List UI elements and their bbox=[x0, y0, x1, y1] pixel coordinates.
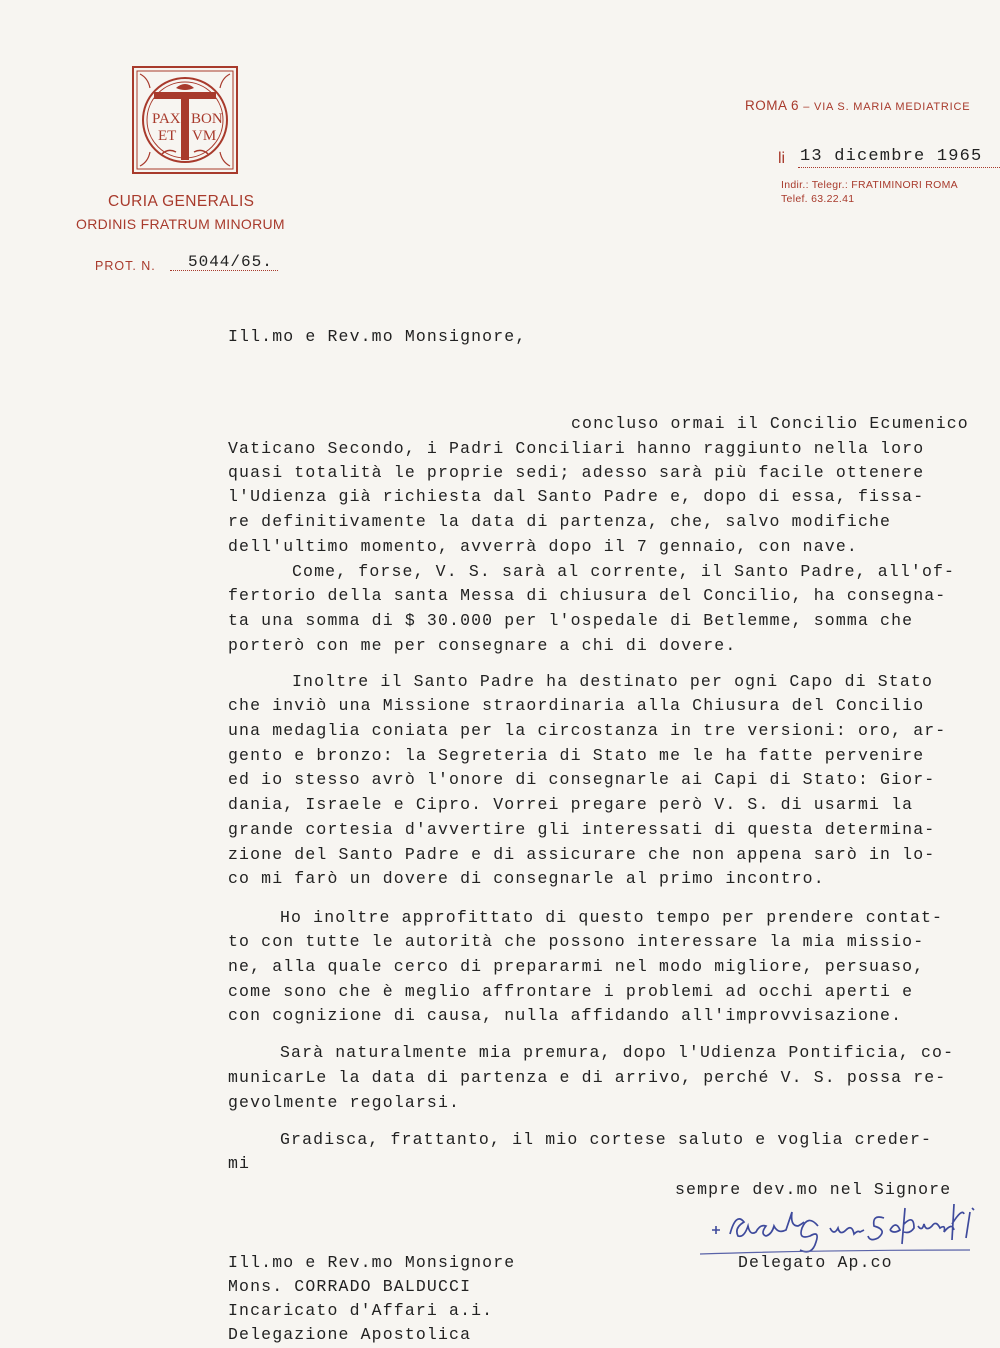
body-line: Vaticano Secondo, i Padri Conciliari hanno raggiunto nella loro bbox=[228, 439, 925, 458]
body-line: Sarà naturalmente mia premura, dopo l'Udienza Pontificia, co- bbox=[280, 1043, 955, 1062]
body-line: con cognizione di causa, nulla affidando all'improvvisazione. bbox=[228, 1006, 903, 1025]
phone-number: Telef. 63.22.41 bbox=[781, 193, 855, 205]
body-line: ed io stesso avrò l'onore di consegnarle ai Capi di Stato: Gior- bbox=[228, 770, 936, 789]
date-prefix: li bbox=[778, 150, 786, 167]
letter-date: 13 dicembre 1965 bbox=[800, 147, 983, 166]
body-line: dell'ultimo momento, avverrà dopo il 7 gennaio, con nave. bbox=[228, 537, 858, 556]
curia-title: CURIA GENERALIS bbox=[108, 193, 255, 210]
salutation: Ill.mo e Rev.mo Monsignore, bbox=[228, 327, 527, 346]
protocol-number: 5044/65. bbox=[188, 253, 273, 271]
order-name: ORDINIS FRATRUM MINORUM bbox=[76, 216, 285, 232]
body-line: fertorio della santa Messa di chiusura del Concilio, ha consegna- bbox=[228, 586, 947, 605]
body-line: gevolmente regolarsi. bbox=[228, 1093, 461, 1112]
recipient-line: Delegazione Apostolica bbox=[228, 1325, 472, 1344]
body-line: Come, forse, V. S. sarà al corrente, il Santo Padre, all'of- bbox=[292, 562, 956, 581]
motto-bon: BON bbox=[191, 111, 223, 127]
body-line: Inoltre il Santo Padre ha destinato per ogni Capo di Stato bbox=[292, 672, 933, 691]
body-line: l'Udienza già richiesta dal Santo Padre e, dopo di essa, fissa- bbox=[228, 487, 925, 506]
body-line: gento e bronzo: la Segreteria di Stato me le ha fatte pervenire bbox=[228, 746, 925, 765]
franciscan-seal-icon bbox=[132, 66, 238, 174]
address-city: ROMA 6 bbox=[745, 98, 800, 113]
body-line: ne, alla quale cerco di prepararmi nel modo migliore, persuaso, bbox=[228, 957, 925, 976]
body-line: come sono che è meglio affrontare i problemi ad occhi aperti e bbox=[228, 982, 914, 1001]
body-line: dania, Israele e Cipro. Vorrei pregare però V. S. di usarmi la bbox=[228, 795, 914, 814]
body-line: concluso ormai il Concilio Ecumenico bbox=[571, 414, 969, 433]
motto-vm: VM bbox=[192, 128, 217, 144]
body-line: to con tutte le autorità che possono interessare la mia missio- bbox=[228, 932, 925, 951]
motto-et: ET bbox=[158, 128, 177, 144]
telegraph-address: Indir.: Telegr.: FRATIMINORI ROMA bbox=[781, 179, 958, 191]
body-line: grande cortesia d'avvertire gli interessati di questa determina- bbox=[228, 820, 936, 839]
body-line: re definitivamente la data di partenza, che, salvo modifiche bbox=[228, 512, 892, 531]
motto-pax: PAX bbox=[152, 111, 181, 127]
body-line: Gradisca, frattanto, il mio cortese saluto e voglia creder- bbox=[280, 1130, 933, 1149]
recipient-line: Ill.mo e Rev.mo Monsignore bbox=[228, 1253, 516, 1272]
address-street: – VIA S. MARIA MEDIATRICE bbox=[803, 101, 971, 113]
body-line: municarLe la data di partenza e di arrivo, perché V. S. possa re- bbox=[228, 1068, 947, 1087]
body-line: zione del Santo Padre e di assicurare che non appena sarò in lo- bbox=[228, 845, 936, 864]
body-line: quasi totalità le proprie sedi; adesso sarà più facile ottenere bbox=[228, 463, 925, 482]
body-line: ta una somma di $ 30.000 per l'ospedale di Betlemme, somma che bbox=[228, 611, 914, 630]
body-line: co mi farò un dovere di consegnarle al primo incontro. bbox=[228, 869, 825, 888]
body-line: mi bbox=[228, 1154, 251, 1173]
body-line: che inviò una Missione straordinaria alla Chiusura del Concilio bbox=[228, 696, 925, 715]
protocol-label: PROT. N. bbox=[95, 259, 156, 273]
recipient-line: Incaricato d'Affari a.i. bbox=[228, 1301, 494, 1320]
body-line: una medaglia coniata per la circostanza in tre versioni: oro, ar- bbox=[228, 721, 947, 740]
date-dotted-line bbox=[798, 167, 1000, 168]
address-line bbox=[745, 98, 970, 113]
body-line: Ho inoltre approfittato di questo tempo per prendere contat- bbox=[280, 908, 944, 927]
signer-title: Delegato Ap.co bbox=[738, 1253, 893, 1272]
closing: sempre dev.mo nel Signore bbox=[675, 1180, 952, 1199]
body-line: porterò con me per consegnare a chi di dovere. bbox=[228, 636, 737, 655]
recipient-line: Mons. CORRADO BALDUCCI bbox=[228, 1277, 472, 1296]
